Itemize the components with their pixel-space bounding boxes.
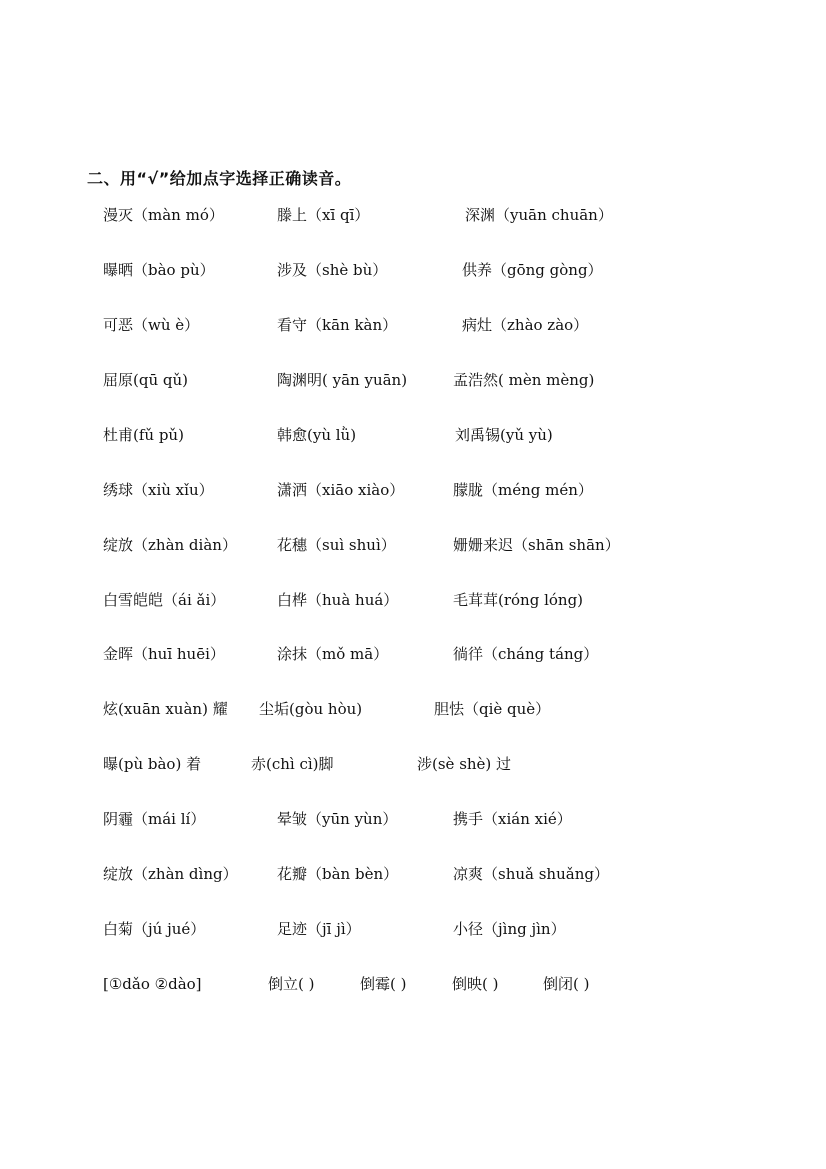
list-item: 姗姗来迟（shān shān） [453, 536, 620, 554]
table-row [0, 917, 826, 947]
list-item: 足迹（jī jì） [277, 920, 361, 938]
list-item: 可恶（wù è） [103, 316, 200, 334]
list-item: 花瓣（bàn bèn） [277, 865, 399, 883]
polyphone-row [0, 972, 826, 1002]
list-item: 杜甫(fǔ pǔ) [103, 426, 184, 444]
table-row [0, 752, 826, 782]
list-item: 胆怯（qiè què） [434, 700, 551, 718]
table-row [0, 368, 826, 398]
table-row [0, 642, 826, 672]
list-item: 陶渊明( yān yuān) [277, 371, 408, 389]
list-item: 携手（xián xié） [453, 810, 572, 828]
list-item: 白菊（jú jué） [103, 920, 206, 938]
list-item: 滕上（xī qī） [277, 206, 370, 224]
list-item: 白桦（huà huá） [277, 591, 399, 609]
table-row [0, 807, 826, 837]
list-item: 供养（gōng gòng） [462, 261, 603, 279]
list-item: 漫灭（màn mó） [103, 206, 224, 224]
list-item: 韩愈(yù lǜ) [277, 426, 357, 444]
list-item: 曝(pù bào) 着 [103, 755, 202, 773]
table-row [0, 697, 826, 727]
list-item: 白雪皑皑（ái ǎi） [103, 591, 226, 609]
list-item: 尘垢(gòu hòu) [259, 700, 363, 718]
table-row [0, 533, 826, 563]
list-item: 潇洒（xiāo xiào） [277, 481, 405, 499]
list-item: 赤(chì cì)脚 [251, 755, 334, 773]
list-item: 涂抹（mǒ mā） [277, 645, 389, 663]
list-item: 看守（kān kàn） [277, 316, 398, 334]
list-item: 毛茸茸(róng lóng) [453, 591, 584, 609]
table-row [0, 313, 826, 343]
list-item: 花穗（suì shuì） [277, 536, 396, 554]
list-item: 屈原(qū qǔ) [103, 371, 188, 389]
list-item: 病灶（zhào zào） [462, 316, 589, 334]
list-item: 曝晒（bào pù） [103, 261, 215, 279]
list-item: 绣球（xiù xǐu） [103, 481, 214, 499]
list-item: 涉及（shè bù） [277, 261, 388, 279]
list-item: 倒霉( ) [360, 975, 407, 993]
list-item: 阴霾（mái lí） [103, 810, 206, 828]
list-item: 朦胧（méng mén） [453, 481, 593, 499]
list-item: 倒映( ) [452, 975, 499, 993]
table-row [0, 862, 826, 892]
list-item: 晕皱（yūn yùn） [277, 810, 398, 828]
reading-options: [①dǎo ②dào] [103, 975, 202, 993]
table-row [0, 478, 826, 508]
section-heading: 二、用“√”给加点字选择正确读音。 [87, 169, 352, 188]
list-item: 金晖（huī huēi） [103, 645, 225, 663]
list-item: 倒立( ) [268, 975, 315, 993]
list-item: 小径（jìng jìn） [453, 920, 566, 938]
table-row [0, 203, 826, 233]
table-row [0, 588, 826, 618]
list-item: 深渊（yuān chuān） [465, 206, 613, 224]
table-row [0, 423, 826, 453]
list-item: 徜徉（cháng táng） [453, 645, 599, 663]
list-item: 绽放（zhàn dìng） [103, 865, 238, 883]
list-item: 倒闭( ) [543, 975, 590, 993]
list-item: 绽放（zhàn diàn） [103, 536, 237, 554]
table-row [0, 258, 826, 288]
list-item: 刘禹锡(yǔ yù) [455, 426, 553, 444]
list-item: 孟浩然( mèn mèng) [453, 371, 595, 389]
list-item: 炫(xuān xuàn) 耀 [103, 700, 228, 718]
list-item: 涉(sè shè) 过 [417, 755, 512, 773]
list-item: 凉爽（shuǎ shuǎng） [453, 865, 609, 883]
